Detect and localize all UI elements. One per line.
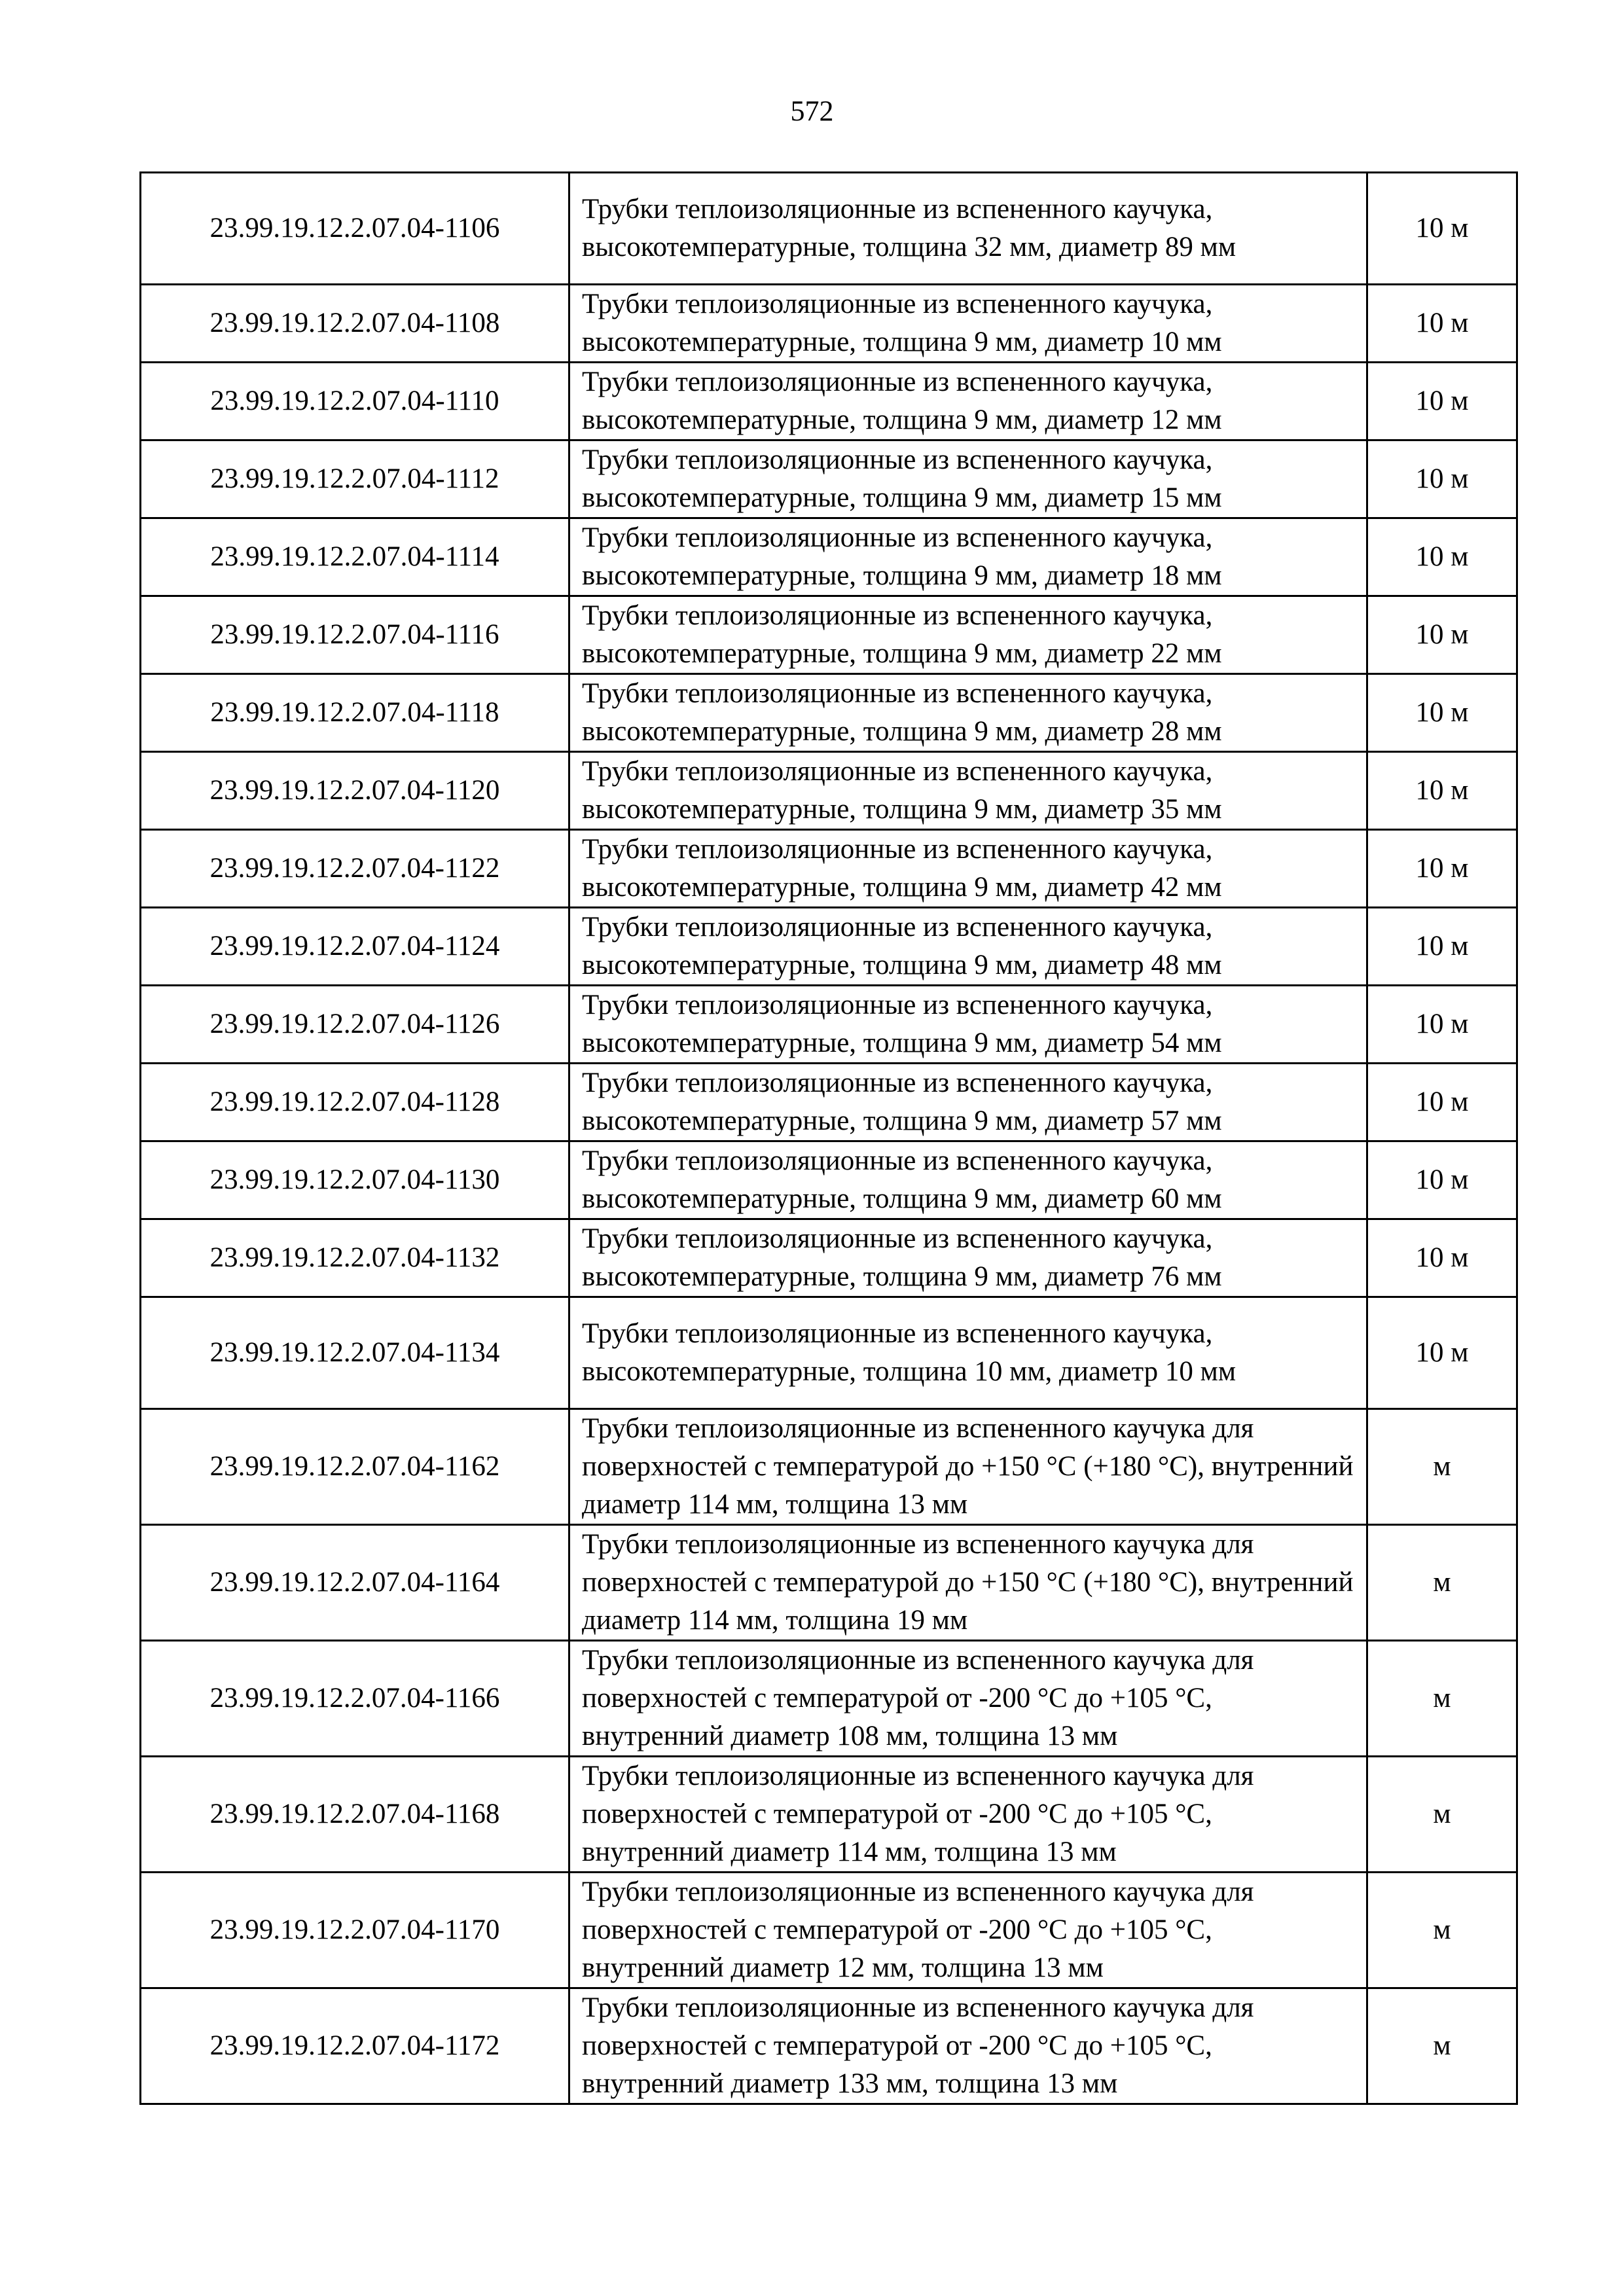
row-code: 23.99.19.12.2.07.04-1116 bbox=[141, 596, 569, 674]
table-row bbox=[141, 1757, 1517, 1873]
row-code: 23.99.19.12.2.07.04-1110 bbox=[141, 363, 569, 440]
table-row bbox=[141, 1064, 1517, 1141]
row-description: Трубки теплоизоляционные из вспененного каучука для поверхностей с температурой от -200 °С до +105 °С, внутренний диаметр 12 мм, толщина 13 мм bbox=[569, 1873, 1367, 1988]
row-description: Трубки теплоизоляционные из вспененного каучука, высокотемпературные, толщина 9 мм, диаметр 28 мм bbox=[569, 674, 1367, 752]
table-row bbox=[141, 1297, 1517, 1409]
row-code: 23.99.19.12.2.07.04-1164 bbox=[141, 1525, 569, 1641]
table-row bbox=[141, 752, 1517, 830]
row-description: Трубки теплоизоляционные из вспененного каучука для поверхностей с температурой до +150 °С (+180 °С), внутренний диаметр 114 мм, толщина 13 мм bbox=[569, 1409, 1367, 1525]
row-code: 23.99.19.12.2.07.04-1118 bbox=[141, 674, 569, 752]
row-description: Трубки теплоизоляционные из вспененного каучука, высокотемпературные, толщина 9 мм, диаметр 12 мм bbox=[569, 363, 1367, 440]
row-description: Трубки теплоизоляционные из вспененного каучука, высокотемпературные, толщина 9 мм, диаметр 60 мм bbox=[569, 1141, 1367, 1219]
row-description: Трубки теплоизоляционные из вспененного каучука, высокотемпературные, толщина 9 мм, диаметр 57 мм bbox=[569, 1064, 1367, 1141]
row-code: 23.99.19.12.2.07.04-1124 bbox=[141, 908, 569, 986]
row-unit: 10 м bbox=[1367, 596, 1517, 674]
table-row bbox=[141, 1988, 1517, 2104]
table-row bbox=[141, 908, 1517, 986]
table-row bbox=[141, 1409, 1517, 1525]
row-code: 23.99.19.12.2.07.04-1162 bbox=[141, 1409, 569, 1525]
row-code: 23.99.19.12.2.07.04-1134 bbox=[141, 1297, 569, 1409]
row-code: 23.99.19.12.2.07.04-1166 bbox=[141, 1641, 569, 1757]
table-row bbox=[141, 1525, 1517, 1641]
row-description: Трубки теплоизоляционные из вспененного каучука, высокотемпературные, толщина 9 мм, диаметр 54 мм bbox=[569, 986, 1367, 1064]
row-description: Трубки теплоизоляционные из вспененного каучука, высокотемпературные, толщина 9 мм, диаметр 48 мм bbox=[569, 908, 1367, 986]
row-unit: м bbox=[1367, 1525, 1517, 1641]
table-row bbox=[141, 440, 1517, 518]
row-unit: м bbox=[1367, 1988, 1517, 2104]
row-unit: 10 м bbox=[1367, 908, 1517, 986]
page-number: 572 bbox=[790, 95, 834, 127]
row-description: Трубки теплоизоляционные из вспененного каучука, высокотемпературные, толщина 9 мм, диаметр 35 мм bbox=[569, 752, 1367, 830]
table-row bbox=[141, 986, 1517, 1064]
row-unit: 10 м bbox=[1367, 830, 1517, 908]
row-code: 23.99.19.12.2.07.04-1132 bbox=[141, 1219, 569, 1297]
row-code: 23.99.19.12.2.07.04-1106 bbox=[141, 173, 569, 285]
table-row bbox=[141, 518, 1517, 596]
row-unit: м bbox=[1367, 1873, 1517, 1988]
row-unit: 10 м bbox=[1367, 518, 1517, 596]
row-unit: 10 м bbox=[1367, 363, 1517, 440]
table-row bbox=[141, 285, 1517, 363]
table-row bbox=[141, 1641, 1517, 1757]
row-unit: 10 м bbox=[1367, 1219, 1517, 1297]
row-code: 23.99.19.12.2.07.04-1130 bbox=[141, 1141, 569, 1219]
row-unit: 10 м bbox=[1367, 1064, 1517, 1141]
row-description: Трубки теплоизоляционные из вспененного каучука для поверхностей с температурой до +150 °С (+180 °С), внутренний диаметр 114 мм, толщина 19 мм bbox=[569, 1525, 1367, 1641]
row-unit: 10 м bbox=[1367, 752, 1517, 830]
row-unit: 10 м bbox=[1367, 1141, 1517, 1219]
row-description: Трубки теплоизоляционные из вспененного каучука, высокотемпературные, толщина 9 мм, диаметр 18 мм bbox=[569, 518, 1367, 596]
row-unit: 10 м bbox=[1367, 674, 1517, 752]
row-unit: 10 м bbox=[1367, 986, 1517, 1064]
row-description: Трубки теплоизоляционные из вспененного каучука, высокотемпературные, толщина 9 мм, диаметр 42 мм bbox=[569, 830, 1367, 908]
row-description: Трубки теплоизоляционные из вспененного каучука, высокотемпературные, толщина 32 мм, диаметр 89 мм bbox=[569, 173, 1367, 285]
row-unit: 10 м bbox=[1367, 173, 1517, 285]
table-row bbox=[141, 674, 1517, 752]
row-unit: 10 м bbox=[1367, 440, 1517, 518]
row-unit: 10 м bbox=[1367, 285, 1517, 363]
table-row bbox=[141, 1141, 1517, 1219]
row-code: 23.99.19.12.2.07.04-1114 bbox=[141, 518, 569, 596]
row-code: 23.99.19.12.2.07.04-1168 bbox=[141, 1757, 569, 1873]
table-row bbox=[141, 1873, 1517, 1988]
row-code: 23.99.19.12.2.07.04-1120 bbox=[141, 752, 569, 830]
table-row bbox=[141, 363, 1517, 440]
row-unit: 10 м bbox=[1367, 1297, 1517, 1409]
row-description: Трубки теплоизоляционные из вспененного каучука, высокотемпературные, толщина 10 мм, диаметр 10 мм bbox=[569, 1297, 1367, 1409]
row-code: 23.99.19.12.2.07.04-1170 bbox=[141, 1873, 569, 1988]
table-row bbox=[141, 596, 1517, 674]
row-description: Трубки теплоизоляционные из вспененного каучука, высокотемпературные, толщина 9 мм, диаметр 22 мм bbox=[569, 596, 1367, 674]
row-description: Трубки теплоизоляционные из вспененного каучука, высокотемпературные, толщина 9 мм, диаметр 10 мм bbox=[569, 285, 1367, 363]
row-description: Трубки теплоизоляционные из вспененного каучука для поверхностей с температурой от -200 °С до +105 °С, внутренний диаметр 133 мм, толщина 13 мм bbox=[569, 1988, 1367, 2104]
row-code: 23.99.19.12.2.07.04-1122 bbox=[141, 830, 569, 908]
row-code: 23.99.19.12.2.07.04-1172 bbox=[141, 1988, 569, 2104]
row-code: 23.99.19.12.2.07.04-1108 bbox=[141, 285, 569, 363]
catalog-table bbox=[139, 171, 1518, 2105]
row-description: Трубки теплоизоляционные из вспененного каучука для поверхностей с температурой от -200 °С до +105 °С, внутренний диаметр 108 мм, толщина 13 мм bbox=[569, 1641, 1367, 1757]
table-row bbox=[141, 1219, 1517, 1297]
row-description: Трубки теплоизоляционные из вспененного каучука, высокотемпературные, толщина 9 мм, диаметр 15 мм bbox=[569, 440, 1367, 518]
row-unit: м bbox=[1367, 1409, 1517, 1525]
table-row bbox=[141, 830, 1517, 908]
row-code: 23.99.19.12.2.07.04-1112 bbox=[141, 440, 569, 518]
row-unit: м bbox=[1367, 1757, 1517, 1873]
row-code: 23.99.19.12.2.07.04-1128 bbox=[141, 1064, 569, 1141]
row-code: 23.99.19.12.2.07.04-1126 bbox=[141, 986, 569, 1064]
row-unit: м bbox=[1367, 1641, 1517, 1757]
table-row bbox=[141, 173, 1517, 285]
row-description: Трубки теплоизоляционные из вспененного каучука для поверхностей с температурой от -200 °С до +105 °С, внутренний диаметр 114 мм, толщина 13 мм bbox=[569, 1757, 1367, 1873]
row-description: Трубки теплоизоляционные из вспененного каучука, высокотемпературные, толщина 9 мм, диаметр 76 мм bbox=[569, 1219, 1367, 1297]
